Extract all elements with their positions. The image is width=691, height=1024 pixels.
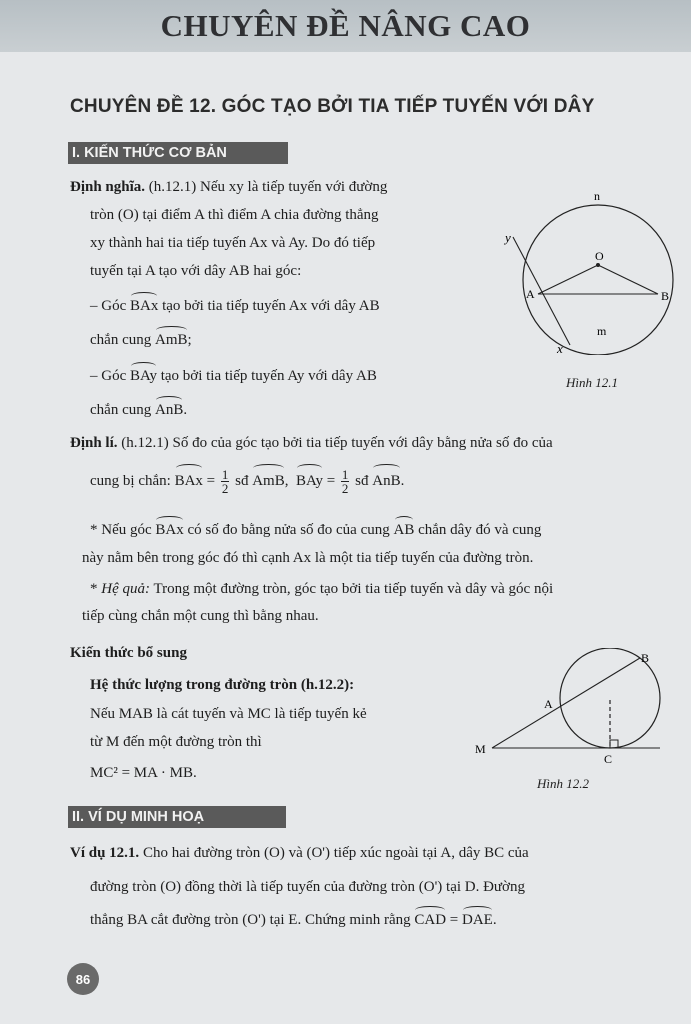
note-2-line-1	[90, 579, 553, 599]
figure-12-1-caption: Hình 12.1	[566, 375, 618, 390]
note-1-angle: BAx	[155, 522, 184, 538]
formula-half-2-num: 1	[341, 467, 349, 483]
header-band	[0, 0, 691, 52]
formula-arc-amb: AmB	[252, 468, 285, 494]
angle-bax-pre: – Góc	[90, 298, 127, 314]
fig1-center-dot	[596, 263, 600, 267]
theorem-line-1	[70, 433, 553, 453]
formula-arc-anb: AnB	[372, 468, 400, 494]
header-title: CHUYÊN ĐỀ NÂNG CAO	[160, 8, 531, 43]
note-2-star: *	[90, 581, 102, 597]
fig2-label-a: A	[544, 697, 553, 711]
angle-bay-chan: chắn cung	[90, 402, 152, 418]
angle-bay-pre: – Góc	[90, 368, 127, 384]
formula-sd-1: sđ	[235, 473, 249, 489]
note-2-text: Trong một đường tròn, góc tạo bởi tia tiếp tuyến và dây và góc nội	[150, 581, 554, 597]
angle-bax-arc-line	[90, 330, 192, 350]
angle-bay-arc-line	[90, 400, 187, 420]
angle-bay-symbol: BAy	[130, 368, 157, 384]
example-angle-cad: CAD	[414, 912, 447, 928]
definition-line-1	[70, 177, 387, 197]
example-eq: =	[446, 912, 462, 928]
angle-bax-post: tạo bởi tia tiếp tuyến Ax với dây AB	[162, 298, 380, 314]
angle-bay-line	[90, 366, 377, 386]
note-2-line-2: tiếp cùng chắn một cung thì bằng nhau.	[82, 608, 319, 624]
section-heading-2: II. VÍ DỤ MINH HOẠ	[68, 806, 286, 828]
example-end: .	[492, 912, 497, 928]
definition-line-2: tròn (O) tại điểm A thì điểm A chia đường thẳng	[90, 207, 379, 223]
example-line-1	[70, 843, 529, 863]
note-1-line-1	[90, 520, 541, 540]
arc-amb: AmB	[154, 332, 188, 348]
formula-end: .	[400, 473, 405, 489]
definition-line-4: tuyến tại A tạo với dây AB hai góc:	[90, 263, 302, 279]
fig1-label-y: y	[505, 230, 511, 245]
figure-12-1	[495, 185, 685, 355]
formula-half-1-den: 2	[221, 481, 229, 497]
formula-angle-bay: BAy	[296, 468, 323, 494]
fig2-right-angle	[610, 740, 618, 748]
formula-pre: cung bị chắn:	[90, 473, 171, 489]
theorem-text: (h.12.1) Số đo của góc tạo bởi tia tiếp tuyến với dây bằng nửa số đo của	[121, 435, 553, 451]
formula-eq-1: =	[206, 473, 216, 489]
figure-12-2-caption: Hình 12.2	[537, 776, 589, 791]
arc-anb: AnB	[154, 402, 184, 418]
fig1-label-a: A	[526, 287, 535, 301]
theorem-formula	[90, 468, 404, 495]
section-heading-1: I. KIẾN THỨC CƠ BẢN	[68, 142, 288, 164]
page-number: 86	[67, 963, 99, 995]
note-1-line-2: này nằm bên trong góc đó thì cạnh Ax là một tia tiếp tuyến của đường tròn.	[82, 550, 534, 566]
formula-half-2	[341, 468, 350, 495]
angle-bay-post: tạo bởi tia tiếp tuyến Ay với dây AB	[160, 368, 377, 384]
example-angle-dae: DAE	[462, 912, 493, 928]
formula-angle-bax: BAx	[175, 468, 203, 494]
fig1-radius-oa	[538, 265, 598, 294]
fig2-label-c: C	[604, 752, 613, 766]
supplement-subtitle: Hệ thức lượng trong đường tròn (h.12.2):	[90, 677, 355, 693]
fig1-label-b: B	[661, 289, 670, 303]
theorem-label: Định lí.	[70, 435, 118, 451]
formula-sd-2: sđ	[355, 473, 369, 489]
supplement-formula: MC² = MA · MB.	[90, 765, 197, 781]
fig2-secant-mab	[492, 658, 640, 748]
supplement-line-2: từ M đến một đường tròn thì	[90, 734, 262, 750]
chapter-title: CHUYÊN ĐỀ 12. GÓC TẠO BỞI TIA TIẾP TUYẾN VỚI DÂY	[70, 96, 595, 117]
definition-label: Định nghĩa.	[70, 179, 146, 195]
figure-12-2	[470, 648, 680, 768]
note-2-label: Hệ quả:	[101, 581, 150, 597]
example-text-3: thẳng BA cắt đường tròn (O') tại E. Chứng minh rằng	[90, 912, 411, 928]
fig1-label-o: O	[595, 249, 604, 263]
fig1-label-x: x	[557, 341, 563, 355]
angle-bax-end: ;	[187, 332, 192, 348]
formula-half-1-num: 1	[221, 467, 229, 483]
note-1-arc-ab: AB	[393, 522, 415, 538]
supplement-title: Kiến thức bổ sung	[70, 645, 187, 661]
definition-line-3: xy thành hai tia tiếp tuyến Ax và Ay. Do đó tiếp	[90, 235, 376, 251]
note-1-star: * Nếu góc	[90, 522, 152, 538]
angle-bax-line	[90, 296, 380, 316]
note-1-mid: có số đo bằng nửa số đo của cung	[187, 522, 390, 538]
angle-bay-end: .	[183, 402, 188, 418]
fig1-label-m: m	[597, 324, 607, 338]
definition-text-1: (h.12.1) Nếu xy là tiếp tuyến với đường	[148, 179, 388, 195]
formula-eq-2: =	[326, 473, 336, 489]
example-line-3	[90, 910, 497, 930]
example-line-2: đường tròn (O) đồng thời là tiếp tuyến của đường tròn (O') tại D. Đường	[90, 879, 525, 895]
example-label: Ví dụ 12.1.	[70, 845, 140, 861]
fig2-label-m: M	[475, 742, 486, 756]
supplement-line-1: Nếu MAB là cát tuyến và MC là tiếp tuyến kẻ	[90, 706, 367, 722]
fig1-radius-ob	[598, 265, 658, 294]
note-1-end: chắn dây đó và cung	[418, 522, 542, 538]
angle-bax-chan: chắn cung	[90, 332, 152, 348]
fig2-label-b: B	[641, 651, 650, 665]
formula-half-2-den: 2	[341, 481, 349, 497]
angle-bax-symbol: BAx	[130, 298, 159, 314]
formula-comma: ,	[284, 473, 289, 489]
fig1-label-n: n	[594, 189, 600, 203]
formula-half-1	[221, 468, 230, 495]
example-text-1: Cho hai đường tròn (O) và (O') tiếp xúc ngoài tại A, dây BC của	[142, 845, 529, 861]
